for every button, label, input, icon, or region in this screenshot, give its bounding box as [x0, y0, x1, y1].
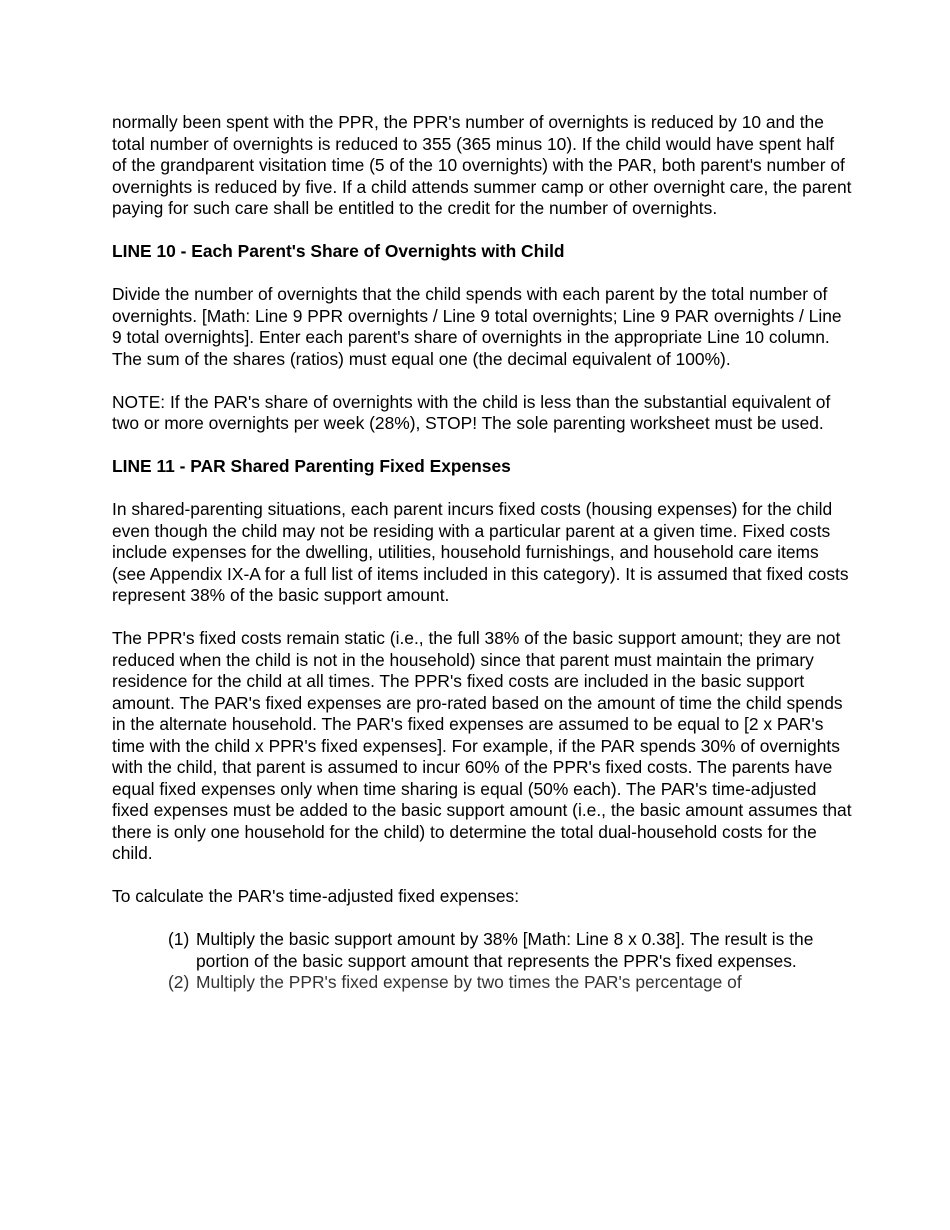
list-item: [168, 929, 852, 972]
document-page: [112, 112, 852, 994]
list-item: [168, 972, 852, 994]
step-number: (1): [168, 929, 190, 949]
step-text: Multiply the PPR's fixed expense by two times the PAR's percentage of: [196, 972, 742, 992]
line11-body-paragraph-2: The PPR's fixed costs remain static (i.e., the full 38% of the basic support amount; they are not reduced when the child is not in the household) since that parent must maintain the primary residence for the child at all times. The PPR's fixed costs are included in the basic support amount. The PAR's fixed expenses are pro-rated based on the amount of time the child spends in the alternate household. The PAR's fixed expenses are assumed to be equal to [2 x PAR's time with the child x PPR's fixed expenses]. For example, if the PAR spends 30% of overnights with the child, that parent is assumed to incur 60% of the PPR's fixed costs. The parents have equal fixed expenses only when time sharing is equal (50% each). The PAR's time-adjusted fixed expenses must be added to the basic support amount (i.e., the basic amount assumes that there is only one household for the child) to determine the total dual-household costs for the child.: [112, 628, 852, 863]
line11-calc-intro: To calculate the PAR's time-adjusted fixed expenses:: [112, 886, 520, 906]
step-number: (2): [168, 972, 190, 992]
step-text: Multiply the basic support amount by 38% [Math: Line 8 x 0.38]. The result is the portion of the basic support amount that represents the PPR's fixed expenses.: [196, 929, 814, 971]
line11-body-paragraph-1: In shared-parenting situations, each parent incurs fixed costs (housing expenses) for the child even though the child may not be residing with a particular parent at a given time. Fixed costs include expenses for the dwelling, utilities, household furnishings, and household care items (see Appendix IX-A for a full list of items included in this category). It is assumed that fixed costs represent 38% of the basic support amount.: [112, 499, 849, 605]
intro-paragraph: normally been spent with the PPR, the PPR's number of overnights is reduced by 10 and the total number of overnights is reduced to 355 (365 minus 10). If the child would have spent half of the grandparent visitation time (5 of the 10 overnights) with the PAR, both parent's number of overnights is reduced by five. If a child attends summer camp or other overnight care, the parent paying for such care shall be entitled to the credit for the number of overnights.: [112, 112, 852, 218]
line10-body-paragraph: Divide the number of overnights that the child spends with each parent by the total number of overnights. [Math: Line 9 PPR overnights / Line 9 total overnights; Line 9 PAR overnights / Line 9 total overnights]. Enter each parent's share of overnights in the appropriate Line 10 column. The sum of the shares (ratios) must equal one (the decimal equivalent of 100%).: [112, 284, 842, 369]
calculation-steps-list: [112, 929, 852, 994]
line10-heading: LINE 10 - Each Parent's Share of Overnights with Child: [112, 241, 565, 261]
line10-note-paragraph: NOTE: If the PAR's share of overnights with the child is less than the substantial equivalent of two or more overnights per week (28%), STOP! The sole parenting worksheet must be used.: [112, 391, 831, 433]
line11-heading: LINE 11 - PAR Shared Parenting Fixed Expenses: [112, 456, 511, 476]
